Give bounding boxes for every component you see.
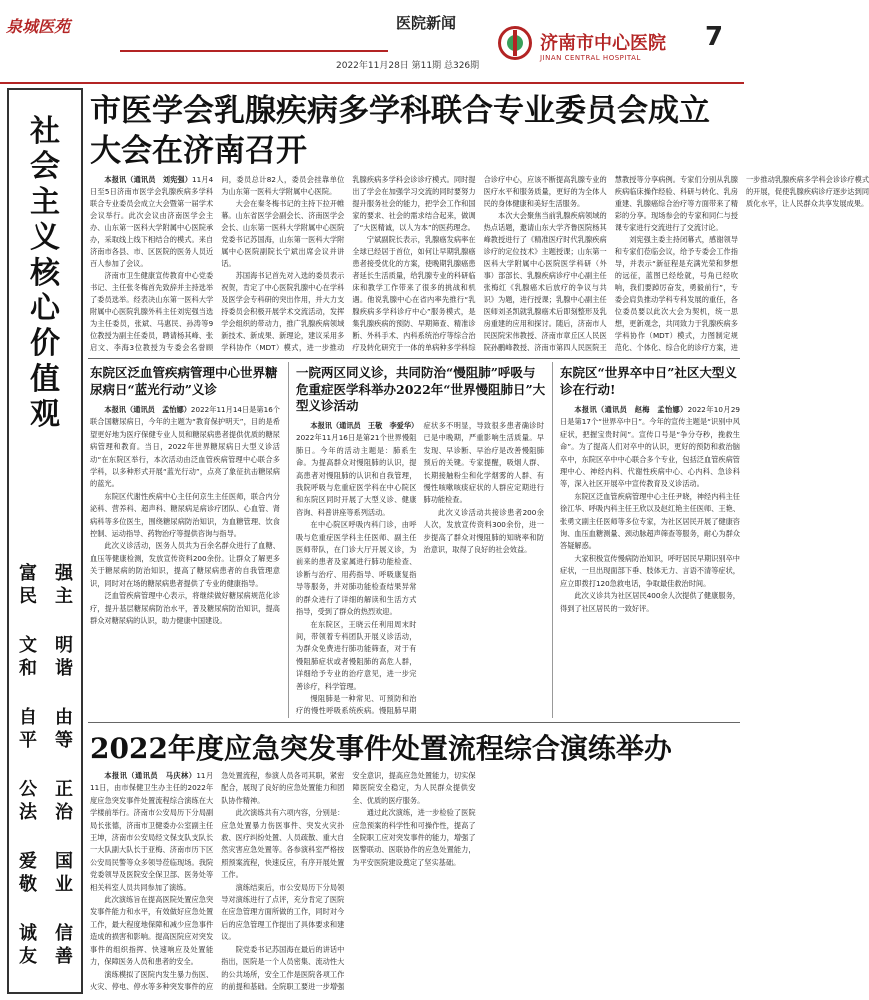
sidebar-title-char: 义 — [30, 220, 60, 256]
hospital-name-en: JINAN CENTRAL HOSPITAL — [540, 54, 641, 62]
article3-text: 在东院区，王晓云任利用周末时间，带领着专科团队开展义诊活动，为群众免费进行肺功能筛查，对于有慢阻肺症状或者慢阻肺的高危人群，详细给予专业的治疗意见，进一步完善诊疗，科学管理。 — [296, 619, 417, 691]
article3-paragraph — [296, 519, 417, 618]
column-name: 泉城医苑 — [6, 17, 71, 36]
article3-text: 慢阻肺是一种常见、可预防和治疗的慢性呼吸系统疾病。慢阻肺早期症状多不明显，导致很多患者确诊时已是中晚期，严重影响生活质量。早发现、早诊断、早治疗是改善慢阻肺预后的关键。专家提醒，吸烟人群、长期接触粉尘和化学烟雾的人群、有慢性咳嗽咳痰症状的人群应定期进行肺功能检查。 — [296, 421, 544, 716]
core-value-char: 治 — [55, 802, 73, 824]
article1-text: 刘宪强主委主持闭幕式，感谢领导和专家们莅临会议，给予专委会工作指导，并表示“新征程是充满光荣和梦想的远征，蓝图已经绘就，号角已经吹响，我们要踔厉奋发，勇毅前行”，专委会肩负推动学科专科发展的重任，各位委员要以此次大会为契机，统一思想，更新观念，共同致力于乳腺疾病多学科协作（MDT）模式，力图制定规范化、个体化、综合化的诊疗方案，进一步推动乳腺疾病多学科会诊诊疗模式的开展，促使乳腺疾病诊疗逐步达到同质化水平，让人民群众共享发展成果。 — [614, 175, 869, 352]
article5-headline: 2022年度应急突发事件处置流程综合演练举办 — [90, 732, 672, 765]
article3-body — [296, 420, 544, 720]
article1-byline: 本报讯（通讯员 刘宪强） — [104, 175, 193, 184]
divider — [88, 722, 740, 723]
core-value-right — [49, 850, 79, 896]
article1-body — [90, 174, 869, 354]
core-values-sidebar — [7, 88, 83, 994]
article4-text: 2022年10月29日是第17个“世界卒中日”。今年的宣传主题是“识别中风症状，把握宝贵时间”。宣传口号是“争分夺秒，挽救生命”。为了提高人们对卒中的认识，更好的预防和救治脑卒中，东院区卒中中心联合多个专业，包括泛血管疾病管理中心、神经内科、代谢性疾病中心、心内科、急诊科等，深入社区开展卒中宣传教育及义诊活动。 — [560, 405, 740, 489]
article4-body — [560, 404, 740, 720]
core-value-pair — [13, 706, 79, 752]
core-value-char: 强 — [55, 563, 73, 584]
article5-paragraph — [221, 882, 344, 944]
page-header — [0, 0, 744, 84]
core-value-char: 民 — [19, 586, 37, 608]
core-value-pair — [13, 922, 79, 968]
core-value-char: 爱 — [19, 851, 37, 873]
edition-info: 2022年11月28日 第11期 总326期 — [336, 61, 480, 71]
core-value-left — [13, 706, 43, 752]
core-value-char: 业 — [55, 874, 73, 896]
article2-text: 2022年11月14日是第16个联合国糖尿病日，今年的主题为“教育保护明天”，目的是希望更好地为医疗保健专业人员和糖尿病患者提供优质的糖尿病管理和教育。当日，2022年世界糖尿病日大型义诊活动“在东院区举行，本次活动由泛血管疾病管理中心联合多学科，以多种形式开展“蓝光行动”，点亮了象征抗击糖尿病的蓝光。 — [90, 405, 280, 489]
core-value-pair — [13, 634, 79, 680]
core-value-right — [49, 562, 79, 608]
core-value-left — [13, 922, 43, 968]
core-value-char: 善 — [55, 946, 73, 968]
article1-paragraph — [90, 174, 213, 270]
core-value-char: 敬 — [19, 874, 37, 896]
article2-byline: 本报讯（通讯员 孟怡娜） — [104, 405, 191, 414]
article2-text: 此次义诊活动，医务人员共为百余名群众进行了血糖、血压等健康检测，发放宣传资料200余份。让群众了解更多关于糖尿病的防治知识，提高了糖尿病患者的自我管理意识，同时对在场的糖尿病患者提供了专业的健康指导。 — [90, 541, 280, 588]
core-value-char: 平 — [19, 730, 37, 752]
core-value-char: 和 — [19, 658, 37, 680]
core-value-char: 谐 — [55, 658, 73, 680]
article2-body — [90, 404, 280, 720]
core-value-right — [49, 922, 79, 968]
article5-body — [90, 770, 738, 996]
article3-paragraph — [296, 619, 417, 693]
core-value-right — [49, 706, 79, 752]
article4-paragraph — [560, 590, 740, 615]
article5-byline: 本报讯（通讯员 马庆林） — [104, 771, 197, 780]
core-value-char: 国 — [55, 851, 73, 873]
article4-text: 大家积极宣传慢病防治知识，呼吁居民早期识别卒中症状，一旦出现面部下垂、肢体无力、言语不清等症状，应立即拨打120急救电话，争取最佳救治时间。 — [560, 553, 740, 588]
sidebar-title-char: 观 — [30, 397, 60, 433]
core-value-char: 由 — [55, 707, 73, 729]
divider — [288, 362, 289, 718]
article4-paragraph — [560, 404, 740, 491]
article2-paragraph — [90, 491, 280, 541]
article3-paragraph — [424, 507, 545, 557]
article5-paragraph — [90, 894, 213, 968]
core-value-left — [13, 778, 43, 824]
article5-text: 院党委书记苏国海在最后的讲话中指出，医院是一个人员密集、流动性大的公共场所，安全工作是医院各项工作的前提和基础。全院职工要进一步增强安全意识，提高应急处置能力，切实保障医院安全稳定，为人民群众提供安全、优质的医疗服务。 — [221, 771, 476, 991]
article5-text: 演练模拟了医院内发生暴力伤医、火灾、停电、停水等多种突发事件的应急处置流程，参演人员各司其职，紧密配合，展现了良好的应急处置能力和团队协作精神。 — [90, 771, 345, 991]
page-number: 7 — [705, 22, 724, 52]
divider — [88, 358, 740, 359]
article3-text: 此次义诊活动共接诊患者200余人次，发放宣传资料300余份，进一步提高了群众对慢阻肺的知晓率和防治意识，取得了良好的社会效益。 — [423, 507, 544, 555]
core-value-char: 信 — [55, 923, 73, 945]
core-value-pair — [13, 562, 79, 608]
article1-text: 苏国海书记首先对入选的委员表示祝贺，肯定了中心医院乳腺中心在学科及医学会专科研的突出作用，并大力支持委员会积极开展学术交流活动，发挥学会组织的带动力，推广乳腺疾病领域新技术、新成果、新理论，建议采用多学科协作（MDT）模式，进一步推动乳腺疾病多学科会诊诊疗模式。同时提出了学会在加强学习交流的同时要努力提升服务社会的能力，把学会工作和国家的要求、社会的需求结合起来，做调了“大医精诚，以人为本”的医药理念。 — [221, 175, 476, 352]
core-value-char: 明 — [55, 635, 73, 657]
article1-text: 宁斌副院长表示，乳腺癌发病率在全球已经居于首位，如何让早期乳腺癌患者接受优化的方案，使晚期乳腺癌患者延长生活质量，给乳腺专业的科研临床和教学工作带来了很多的挑战和机遇。他说乳腺中心在省内率先推行“乳腺疾病多学科诊疗中心”服务模式，是集乳腺疾病的预防、早期筛查、精准诊断、外科手术、内科系统治疗等综合治疗及转化研究于一体的单病种多学科综合诊疗中心，应该不断提高乳腺专业的医疗水平和服务质量，更好的为全体人民的身体健康和美好生活服务。 — [352, 175, 607, 352]
article3-text: 在中心院区呼吸内科门诊，由呼吸与危重症医学科主任医师、副主任医师带队，在门诊大厅开展义诊，为前来的患者及家属进行肺功能检查、诊断与治疗、用药指导、呼吸康复指导等服务，并对肺功能检查结果异常的群众进行了详细的解读和生活方式指导，受到了群众的热烈欢迎。 — [296, 520, 417, 617]
core-value-char: 富 — [19, 563, 37, 584]
article4-paragraph — [560, 553, 740, 590]
core-value-right — [49, 634, 79, 680]
core-value-char: 公 — [19, 779, 37, 801]
article5-text: 演练结束后，市公安局历下分局领导对演练进行了点评，充分肯定了医院在应急管理方面所做的工作，同时对今后的应急管理工作提出了具体要求和建议。 — [221, 882, 345, 942]
article5-text: 此次演练旨在提高医院处置应急突发事件能力和水平，有效做好应急处置工作，最大程度地保障和减少应急事件造成的损害和影响。提高医院应对突发事件的组织指挥、快速响应及处置能力，保障医务人员和患者的安全。 — [90, 895, 214, 967]
article2-text: 泛血管疾病管理中心表示，将继续做好糖尿病规范化诊疗，提升基层糖尿病防治水平，普及糖尿病防治知识，提高群众对糖尿病的认识，助力健康中国建设。 — [90, 591, 280, 625]
core-value-char: 正 — [55, 779, 73, 801]
core-value-char: 主 — [55, 586, 73, 608]
article1-text: 大会在秦冬梅书记的主持下拉开帷幕。山东省医学会副会长、济南医学会会长、山东第一医科大学附属中心医院党委书记苏国海，山东第一医科大学附属中心医院副院长宁斌出席会议并讲话。 — [221, 199, 345, 268]
article3-paragraph — [296, 420, 417, 519]
article2-paragraph — [90, 590, 280, 627]
core-value-char: 等 — [55, 730, 73, 752]
article4-headline: 东院区“世界卒中日”社区大型义诊在行动! — [560, 365, 737, 397]
core-value-char: 诚 — [19, 923, 37, 945]
section-title: 医院新闻 — [396, 14, 457, 32]
header-rule-left — [120, 50, 388, 52]
core-value-char: 法 — [19, 802, 37, 824]
article5-paragraph — [352, 807, 475, 869]
sidebar-title-char: 心 — [30, 290, 60, 326]
article1-paragraph — [221, 198, 344, 270]
core-value-left — [13, 562, 43, 608]
article1-text: 济南市卫生健康宣传教育中心党委书记、主任张冬梅首先致辞并主持选举了委员选举。经表决山东第一医科大学附属中心医院乳腺外科主任刘宪强当选为主任委员，张斌、马惠民、孙涛等9位教授为副主任委员，聘请杨其峰、张启文、李海3位教授为专委会名誉顾问，委员总计82人，委员会挂靠单位为山东第一医科大学附属中心医院。 — [90, 175, 345, 352]
core-value-pair — [13, 850, 79, 896]
core-value-pair — [13, 778, 79, 824]
core-value-char: 自 — [19, 707, 37, 729]
sidebar-title-char: 主 — [30, 184, 60, 220]
sidebar-title-char: 核 — [30, 255, 60, 291]
core-value-left — [13, 634, 43, 680]
article2-paragraph — [90, 540, 280, 590]
core-value-right — [49, 778, 79, 824]
divider — [552, 362, 553, 718]
sidebar-title — [14, 114, 76, 433]
article4-byline: 本报讯（通讯员 赵梅 孟怡娜） — [574, 405, 688, 414]
article2-text: 东院区代谢性疾病中心主任何京生主任医师，联合内分泌科、营养科、超声科、糖尿病足病诊疗团队、心血管、肾病科等多位医生，围绕糖尿病防治知识，为血糖管理、饮食控制、运动指导、药物治疗等提供咨询与指导。 — [90, 491, 280, 539]
article3-headline: 一院两区同义诊，共同防治“慢阻肺”呼吸与危重症医学科举办2022年“世界慢阻肺日”大型义诊活动 — [296, 365, 546, 413]
sidebar-title-char: 社 — [30, 114, 60, 149]
article1-headline: 市医学会乳腺疾病多学科联合专业委员会成立大会在济南召开 — [90, 93, 710, 169]
article5-text: 此次演练共有六项内容，分别是：应急处置暴力伤医事件、突发火灾扑救、医疗纠纷处置、人员疏散、重大自然灾害应急处置等。各参演科室严格按照预案流程，快速反应，有序开展处置工作。 — [221, 808, 345, 880]
article5-paragraph — [221, 807, 344, 881]
article3-byline: 本报讯（通讯员 王敬 李爱华） — [310, 421, 419, 430]
hospital-name: 济南市中心医院 — [540, 33, 666, 54]
article5-text: 11月11日，由市保健卫生办主任的2022年度应急突发事件处置流程综合演练在大学楼前举行。济南市公安局历下分局副局长张德，济南市卫健委办公室副主任王坤，济南市公安局经文保支队支队长一大队副大队长于亚梅、济南市历下区公安局民警等众多领导莅临现场。我院党委领导及医院安全保卫部、医务处等相关科室人员共同参加了演练。 — [90, 771, 214, 892]
sidebar-title-char: 价 — [30, 326, 60, 362]
core-value-char: 文 — [19, 635, 37, 657]
article2-headline: 东院区泛血管疾病管理中心世界糖尿病日“蓝光行动”义诊 — [90, 365, 278, 397]
core-values-list — [13, 562, 79, 968]
article5-text: 通过此次演练，进一步检验了医院应急预案的科学性和可操作性，提高了全院职工应对突发事件的能力，增强了医警联动、医联协作的应急处置能力，为平安医院建设奠定了坚实基础。 — [352, 808, 476, 867]
core-value-left — [13, 850, 43, 896]
sidebar-title-char: 值 — [30, 361, 60, 397]
hospital-logo-icon — [498, 26, 532, 60]
core-value-char: 友 — [19, 946, 37, 968]
article1-text: 本次大会聚焦当前乳腺疾病领域的热点话题，邀请山东大学齐鲁医院杨其峰教授进行了《精准医疗时代乳腺疾病诊疗的定位技术》主题授课；山东第一医科大学附属中心医院医学科研（外事）部部长、乳腺疾病诊疗中心副主任张梅红《乳腺癌术后放疗的争议与共识》为题，进行授课；乳腺中心副主任医师刘圣凯就乳腺癌术后即刻整形及乳房重建的应用和探讨。随后，济南市人民医院宋伟教授、济南市章丘区人民医院孙鹏峰教授、济南市第四人民医院王慧教授等分享病例。专家们分别从乳腺疾病临床操作经验、科研与转化、乳房重建、乳腺癌综合治疗等方面带来了精彩的分享。现场参会的专家和同仁与授课专家进行交流进行了交流讨论。 — [483, 175, 738, 352]
sidebar-title-char: 会 — [30, 149, 60, 185]
article3-text: 2022年11月16日是第21个世界慢阻肺日。今年的活动主题是：肺系生命。为提高群众对慢阻肺的认识，提高患者对慢阻肺的认识和自我管理，我院呼吸与危重症医学科在中心院区和东院区同时开展了大型义诊、健康咨询、科普讲座等系列活动。 — [296, 433, 417, 517]
article4-paragraph — [560, 491, 740, 553]
header-rule — [0, 82, 744, 84]
article4-text: 此次义诊共为社区居民400余人次提供了健康服务，得到了社区居民的一致好评。 — [560, 591, 740, 613]
article2-paragraph — [90, 404, 280, 491]
article5-paragraph — [90, 770, 213, 894]
article4-text: 东院区泛血管疾病管理中心主任尹晓，神经内科主任徐江华、呼吸内科主任王欣以及赵红艳主任医师、王艳、张勇文副主任医师等多位专家，为社区居民开展了健康咨询、血压血糖测量、颈动脉超声筛查等服务，耐心为群众答疑解惑。 — [560, 491, 740, 551]
article1-text: 11月4日至5日济南市医学会乳腺疾病多学科联合专业委员会成立大会暨第一届学术会议举行。此次会议由济南医学会主办、山东第一医科大学附属中心医院承办，采取线上线下相结合的模式。来自济南市各县、市、区医院的医务人员近百人参加了会议。 — [90, 175, 214, 268]
